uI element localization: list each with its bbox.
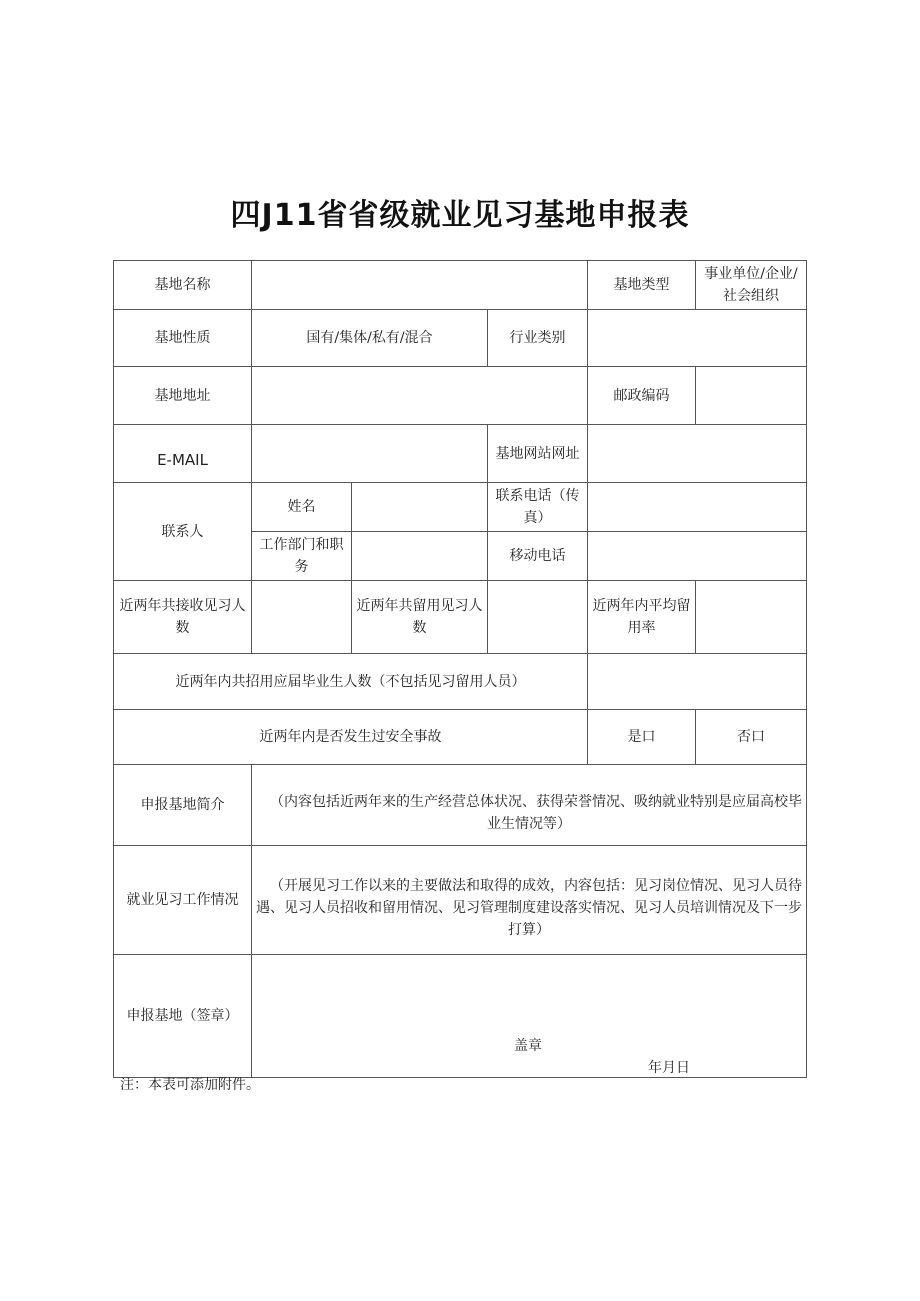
row-graduates <box>114 654 807 710</box>
row-email <box>114 425 807 483</box>
website-label: 基地网站网址 <box>488 425 588 483</box>
application-form-table <box>113 260 807 1078</box>
stamp-label: 盖章 <box>514 1037 542 1054</box>
row-base-name <box>114 261 807 310</box>
base-nature-value: 国有/集体/私有/混合 <box>252 310 488 367</box>
address-field[interactable] <box>252 367 588 425</box>
email-field[interactable] <box>252 425 488 483</box>
row-contact-name <box>114 483 807 532</box>
name-field[interactable] <box>352 483 488 532</box>
base-type-label: 基地类型 <box>588 261 696 310</box>
retained-field[interactable] <box>488 581 588 654</box>
safety-label: 近两年内是否发生过安全事故 <box>114 710 588 765</box>
signature-area[interactable] <box>252 955 807 1078</box>
graduates-label: 近两年内共招用应届毕业生人数（不包括见习留用人员） <box>114 654 588 710</box>
footnote: 注：本表可添加附件。 <box>120 1077 260 1093</box>
page-title: 四J11省省级就业见习基地申报表 <box>230 198 690 233</box>
email-label: E-MAIL <box>114 425 252 483</box>
dept-title-label: 工作部门和职务 <box>252 532 352 581</box>
row-safety <box>114 710 807 765</box>
sign-label: 申报基地（签章） <box>114 955 252 1078</box>
contact-label: 联系人 <box>114 483 252 581</box>
yes-checkbox[interactable]: 是口 <box>588 710 696 765</box>
mobile-label: 移动电话 <box>488 532 588 581</box>
no-checkbox[interactable]: 否口 <box>696 710 807 765</box>
received-label: 近两年共接收见习人数 <box>114 581 252 654</box>
row-address <box>114 367 807 425</box>
industry-field[interactable] <box>588 310 807 367</box>
row-intro <box>114 765 807 846</box>
row-work <box>114 846 807 955</box>
work-label: 就业见习工作情况 <box>114 846 252 955</box>
website-field[interactable] <box>588 425 807 483</box>
received-field[interactable] <box>252 581 352 654</box>
intro-label: 申报基地简介 <box>114 765 252 846</box>
row-signature <box>114 955 807 1078</box>
date-label: 年月日 <box>648 1059 690 1076</box>
base-name-field[interactable] <box>252 261 588 310</box>
postcode-label: 邮政编码 <box>588 367 696 425</box>
row-intern-stats <box>114 581 807 654</box>
dept-title-field[interactable] <box>352 532 488 581</box>
retained-label: 近两年共留用见习人数 <box>352 581 488 654</box>
work-hint[interactable]: （开展见习工作以来的主要做法和取得的成效，内容包括：见习岗位情况、见习人员待遇、见习人员招收和留用情况、见习管理制度建设落实情况、见习人员培训情况及下一步打算） <box>252 846 807 955</box>
base-name-label: 基地名称 <box>114 261 252 310</box>
name-label: 姓名 <box>252 483 352 532</box>
intro-hint[interactable]: （内容包括近两年来的生产经营总体状况、获得荣誉情况、吸纳就业特别是应届高校毕业生情况等） <box>252 765 807 846</box>
retention-rate-label: 近两年内平均留用率 <box>588 581 696 654</box>
industry-label: 行业类别 <box>488 310 588 367</box>
phone-fax-field[interactable] <box>588 483 807 532</box>
phone-fax-label: 联系电话（传真） <box>488 483 588 532</box>
address-label: 基地地址 <box>114 367 252 425</box>
postcode-field[interactable] <box>696 367 807 425</box>
row-base-nature <box>114 310 807 367</box>
base-nature-label: 基地性质 <box>114 310 252 367</box>
mobile-field[interactable] <box>588 532 807 581</box>
base-type-value: 事业单位/企业/社会组织 <box>696 261 807 310</box>
graduates-field[interactable] <box>588 654 807 710</box>
retention-rate-field[interactable] <box>696 581 807 654</box>
